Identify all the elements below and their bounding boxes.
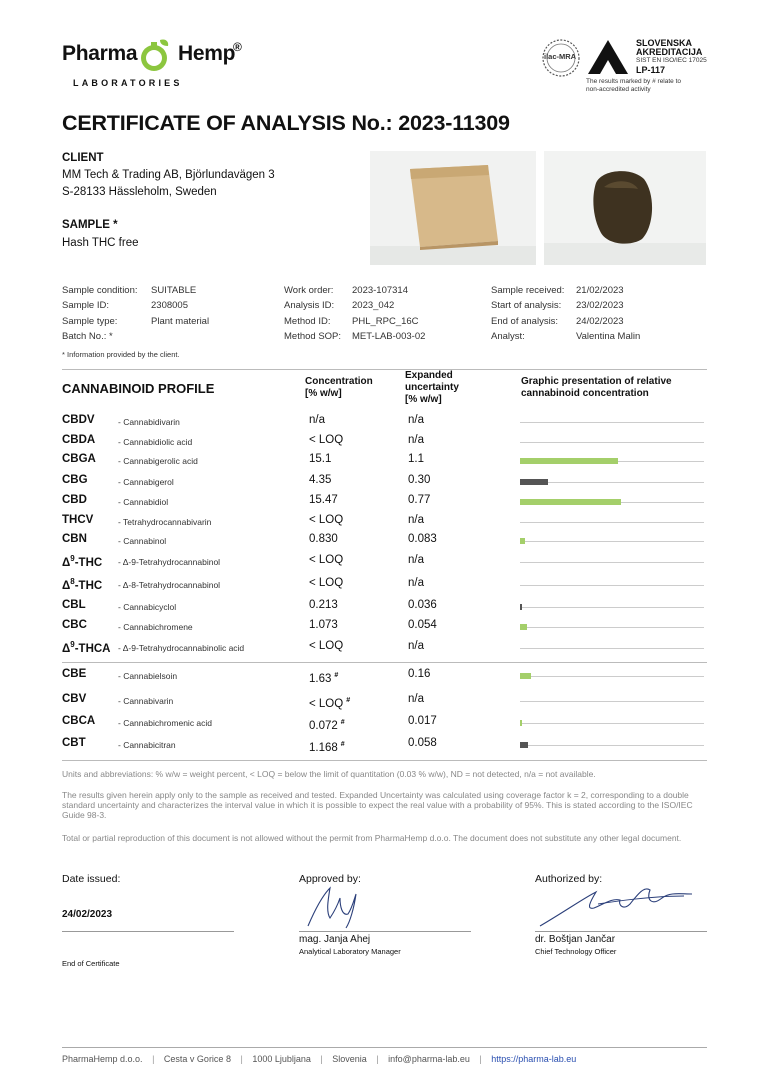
accreditation-note-2: non-accredited activity — [586, 86, 651, 93]
cannabinoid-code-delta: Δ — [62, 579, 71, 592]
uncertainty-value: 1.1 — [408, 453, 424, 465]
approver-line — [299, 931, 471, 932]
concentration-bar — [520, 499, 621, 505]
cannabinoid-name: - Cannabicyclol — [118, 602, 177, 612]
concentration-cell — [309, 453, 331, 465]
concentration-value: 15.1 — [309, 453, 332, 465]
cannabinoid-name: - Cannabichromenic acid — [118, 718, 213, 728]
concentration-cell — [309, 414, 325, 426]
uncertainty-value: 0.30 — [408, 474, 431, 486]
info-label-batch-no: Batch No.: * — [62, 331, 113, 342]
brand-subtitle: LABORATORIES — [73, 78, 183, 88]
info-label-start-analysis: Start of analysis: — [491, 300, 562, 311]
info-footnote: * Information provided by the client. — [62, 350, 180, 359]
cannabinoid-name: - Cannabigerol — [118, 477, 174, 487]
concentration-header — [305, 376, 373, 400]
reproduction-note: Total or partial reproduction of this document is not allowed without the permit from PharmaHemp d.o.o. The document does not substitute any other legal document. — [62, 833, 682, 843]
authorizer-line — [535, 931, 707, 932]
end-of-certificate: End of Certificate — [62, 959, 120, 968]
footer-street: Cesta v Gorice 8 — [163, 1054, 231, 1064]
footer-country: Slovenia — [332, 1054, 367, 1064]
cannabinoid-code — [62, 599, 86, 611]
cannabinoid-code — [62, 474, 88, 486]
uncertainty-header-line1: Expanded — [405, 370, 453, 381]
authorized-by-label: Authorized by: — [535, 873, 603, 885]
cannabinoid-code-sup: 9 — [70, 640, 75, 649]
flask-leaf-icon — [136, 36, 172, 74]
cannabinoid-code-text: CBDA — [62, 434, 96, 446]
cannabinoid-name: - Cannabielsoin — [118, 671, 178, 681]
graph-track — [520, 701, 704, 702]
non-accredited-mark: # — [340, 741, 345, 748]
concentration-value: < LOQ — [309, 434, 344, 446]
table-mid-divider — [62, 662, 707, 663]
concentration-value: 15.47 — [309, 494, 338, 506]
graph-track — [520, 745, 704, 746]
graph-track — [520, 607, 704, 608]
brand-left: Pharma — [62, 42, 138, 65]
concentration-header-line1: Concentration — [305, 376, 373, 387]
cannabinoid-code — [62, 554, 102, 569]
results-note: The results given herein apply only to the sample as received and tested. Expanded Uncertainty was calculated using coverage factor k = 2, corresponding to a double standard uncertainty and characterizes the interval value in which it is possible to expect the real value with a probability of 95%. This is stated according to the ISO/IEC Guide 98-3. — [62, 790, 693, 820]
footer: PharmaHemp d.o.o. | Cesta v Gorice 8 | 1000 Ljubljana | Slovenia | info@pharma-lab.eu | https://pharma-lab.eu — [62, 1054, 577, 1064]
concentration-bar — [520, 538, 525, 544]
uncertainty-value: n/a — [408, 640, 424, 652]
certificate-title: CERTIFICATE OF ANALYSIS No.: 2023-11309 — [62, 111, 510, 135]
accreditation-note-1: The results marked by # relate to — [586, 78, 682, 85]
info-label-sample-received: Sample received: — [491, 285, 565, 296]
cannabinoid-code-text: -THC — [74, 556, 103, 569]
cannabinoid-name: - Δ-9-Tetrahydrocannabinol — [118, 557, 221, 567]
cannabinoid-code-sup: 8 — [70, 577, 75, 586]
cannabinoid-code-text: CBE — [62, 668, 87, 680]
client-label: CLIENT — [62, 152, 104, 164]
approved-by-label: Approved by: — [299, 873, 361, 885]
slovenska-akreditacija-logo-icon — [586, 38, 630, 76]
client-address-line1: MM Tech & Trading AB, Björlundavägen 3 — [62, 169, 275, 181]
cannabinoid-code — [62, 434, 95, 446]
concentration-value: < LOQ — [309, 640, 344, 652]
graph-track — [520, 562, 704, 563]
authorizer-role: Chief Technology Officer — [535, 947, 617, 956]
graph-track — [520, 541, 704, 542]
concentration-cell — [309, 719, 345, 732]
concentration-bar — [520, 673, 531, 679]
table-top-divider — [62, 369, 707, 370]
pharmahemp-logo — [62, 36, 292, 90]
info-label-analysis-id: Analysis ID: — [284, 300, 335, 311]
date-issued-value: 24/02/2023 — [62, 909, 113, 920]
cannabinoid-name: - Cannabinol — [118, 536, 167, 546]
uncertainty-value: 0.017 — [408, 715, 437, 727]
client-address-line2: S-28133 Hässleholm, Sweden — [62, 186, 217, 198]
uncertainty-value: 0.036 — [408, 599, 437, 611]
cannabinoid-code — [62, 640, 111, 655]
concentration-cell — [309, 434, 343, 446]
info-value-analyst: Valentina Malin — [576, 331, 641, 342]
concentration-bar — [520, 604, 522, 610]
cannabinoid-code — [62, 533, 87, 545]
uncertainty-value: 0.77 — [408, 494, 431, 506]
concentration-value: 1.168 — [309, 741, 338, 754]
ilac-label: ilac-MRA — [544, 52, 577, 61]
concentration-value: 0.213 — [309, 599, 338, 611]
cannabinoid-code-text: CBDV — [62, 414, 95, 426]
concentration-cell — [309, 494, 338, 506]
info-value-sample-received: 21/02/2023 — [576, 285, 624, 296]
table-bottom-divider — [62, 760, 707, 761]
cannabinoid-name: - Δ-9-Tetrahydrocannabinolic acid — [118, 643, 245, 653]
units-note: Units and abbreviations: % w/w = weight percent, < LOQ = below the limit of quantitation (0.03 % w/w), ND = not detected, n/a = not available. — [62, 769, 596, 779]
footer-city: 1000 Ljubljana — [252, 1054, 311, 1064]
graph-track — [520, 676, 704, 677]
cannabinoid-name: - Cannabidiol — [118, 497, 169, 507]
non-accredited-mark: # — [340, 719, 345, 726]
concentration-cell — [309, 640, 343, 652]
graph-track — [520, 422, 704, 423]
info-value-end-analysis: 24/02/2023 — [576, 316, 624, 327]
approver-role: Analytical Laboratory Manager — [299, 947, 401, 956]
graph-track — [520, 442, 704, 443]
uncertainty-value: n/a — [408, 414, 424, 426]
concentration-cell — [309, 697, 350, 710]
cannabinoid-code — [62, 737, 86, 749]
concentration-value: 4.35 — [309, 474, 332, 486]
cannabinoid-profile-heading: CANNABINOID PROFILE — [62, 381, 215, 396]
concentration-value: < LOQ — [309, 514, 344, 526]
footer-email-link[interactable]: info@pharma-lab.eu — [388, 1054, 470, 1064]
concentration-value: 0.830 — [309, 533, 338, 545]
accreditation-standard: SIST EN ISO/IEC 17025 — [636, 57, 707, 64]
concentration-cell — [309, 533, 338, 545]
cannabinoid-code — [62, 494, 87, 506]
cannabinoid-name: - Cannabicitran — [118, 740, 176, 750]
info-label-end-analysis: End of analysis: — [491, 316, 559, 327]
cannabinoid-name: - Cannabichromene — [118, 622, 193, 632]
concentration-bar — [520, 458, 618, 464]
cannabinoid-code — [62, 577, 102, 592]
info-value-sample-type: Plant material — [151, 316, 210, 327]
footer-divider — [62, 1047, 707, 1048]
cannabinoid-code-delta: Δ — [62, 642, 71, 655]
concentration-cell — [309, 514, 343, 526]
uncertainty-value: n/a — [408, 554, 424, 566]
accreditation-block — [540, 36, 710, 96]
date-issued-label: Date issued: — [62, 873, 121, 885]
sample-label: SAMPLE * — [62, 219, 118, 231]
cannabinoid-code-text: CBD — [62, 494, 87, 506]
non-accredited-mark: # — [334, 672, 339, 679]
sample-package-photo — [370, 151, 536, 265]
cannabinoid-name: - Δ-8-Tetrahydrocannabinol — [118, 580, 221, 590]
cannabinoid-code — [62, 514, 93, 526]
approver-name: mag. Janja Ahej — [299, 934, 371, 945]
cannabinoid-code-sup: 9 — [70, 554, 75, 563]
brand-right: Hemp — [178, 42, 236, 65]
accreditation-name-2: AKREDITACIJA — [636, 47, 703, 57]
cannabinoid-code-text: -THC — [74, 579, 103, 592]
footer-company: PharmaHemp d.o.o. — [62, 1054, 143, 1064]
info-label-sample-type: Sample type: — [62, 316, 118, 327]
concentration-value: < LOQ — [309, 577, 344, 589]
cannabinoid-name: - Tetrahydrocannabivarin — [118, 517, 212, 527]
date-line — [62, 931, 234, 932]
cannabinoid-code-text: THCV — [62, 514, 94, 526]
graph-track — [520, 648, 704, 649]
graph-track — [520, 627, 704, 628]
info-value-analysis-id: 2023_042 — [352, 300, 395, 311]
sample-hash-photo — [544, 151, 706, 265]
concentration-cell — [309, 672, 338, 685]
concentration-bar — [520, 720, 522, 726]
cannabinoid-code-delta: Δ — [62, 556, 71, 569]
uncertainty-value: 0.083 — [408, 533, 437, 545]
uncertainty-header — [405, 370, 459, 406]
uncertainty-value: n/a — [408, 577, 424, 589]
graph-header-line2: cannabinoid concentration — [521, 388, 649, 399]
authorizer-signature-icon — [534, 882, 704, 932]
cannabinoid-code — [62, 693, 86, 705]
graph-header — [521, 376, 672, 400]
approver-signature-icon — [300, 882, 380, 932]
info-value-method-id: PHL_RPC_16C — [352, 316, 419, 327]
info-label-sample-id: Sample ID: — [62, 300, 109, 311]
concentration-value: 1.63 — [309, 672, 332, 685]
accreditation-lp: LP-117 — [636, 65, 666, 75]
concentration-bar — [520, 624, 527, 630]
uncertainty-value: 0.16 — [408, 668, 431, 680]
concentration-bar — [520, 742, 528, 748]
info-label-method-sop: Method SOP: — [284, 331, 342, 342]
cannabinoid-code — [62, 453, 96, 465]
accreditation-name-1: SLOVENSKA — [636, 38, 693, 48]
cannabinoid-code — [62, 619, 87, 631]
info-value-sample-id: 2308005 — [151, 300, 188, 311]
concentration-cell — [309, 619, 338, 631]
concentration-value: < LOQ — [309, 697, 344, 710]
cannabinoid-code-text: CBG — [62, 474, 88, 486]
footer-website-link[interactable]: https://pharma-lab.eu — [491, 1054, 577, 1064]
cannabinoid-code — [62, 414, 95, 426]
uncertainty-header-line3: [% w/w] — [405, 394, 442, 405]
cannabinoid-code-text: CBN — [62, 533, 87, 545]
uncertainty-value: n/a — [408, 434, 424, 446]
registered-mark: ® — [233, 40, 242, 54]
info-label-sample-condition: Sample condition: — [62, 285, 138, 296]
concentration-cell — [309, 554, 343, 566]
concentration-cell — [309, 741, 345, 754]
concentration-value: 1.073 — [309, 619, 338, 631]
concentration-value: 0.072 — [309, 719, 338, 732]
cannabinoid-code-text: CBC — [62, 619, 87, 631]
sample-name: Hash THC free — [62, 237, 139, 249]
info-value-work-order: 2023-107314 — [352, 285, 408, 296]
graph-track — [520, 585, 704, 586]
cannabinoid-code-text: CBGA — [62, 453, 96, 465]
concentration-value: n/a — [309, 414, 325, 426]
concentration-header-line2: [% w/w] — [305, 388, 342, 399]
info-value-method-sop: MET-LAB-003-02 — [352, 331, 426, 342]
uncertainty-value: n/a — [408, 693, 424, 705]
info-label-method-id: Method ID: — [284, 316, 331, 327]
info-label-work-order: Work order: — [284, 285, 334, 296]
cannabinoid-name: - Cannabidiolic acid — [118, 437, 193, 447]
cannabinoid-code-text: CBV — [62, 693, 87, 705]
cannabinoid-code-text: CBT — [62, 737, 86, 749]
cannabinoid-code — [62, 715, 95, 727]
authorizer-name: dr. Boštjan Jančar — [535, 934, 616, 945]
cannabinoid-name: - Cannabigerolic acid — [118, 456, 198, 466]
cannabinoid-code-text: -THCA — [74, 642, 111, 655]
uncertainty-value: 0.054 — [408, 619, 437, 631]
cannabinoid-name: - Cannabidivarin — [118, 417, 180, 427]
uncertainty-header-line2: uncertainty — [405, 382, 459, 393]
cannabinoid-code-text: CBCA — [62, 715, 96, 727]
info-value-start-analysis: 23/02/2023 — [576, 300, 624, 311]
concentration-value: < LOQ — [309, 554, 344, 566]
concentration-bar — [520, 479, 548, 485]
cannabinoid-name: - Cannabivarin — [118, 696, 174, 706]
concentration-cell — [309, 474, 331, 486]
cannabinoid-code — [62, 668, 86, 680]
non-accredited-mark: # — [346, 697, 351, 704]
info-label-analyst: Analyst: — [491, 331, 525, 342]
graph-track — [520, 723, 704, 724]
uncertainty-value: 0.058 — [408, 737, 437, 749]
uncertainty-value: n/a — [408, 514, 424, 526]
info-value-sample-condition: SUITABLE — [151, 285, 197, 296]
concentration-cell — [309, 599, 338, 611]
cannabinoid-code-text: CBL — [62, 599, 86, 611]
concentration-cell — [309, 577, 343, 589]
graph-header-line1: Graphic presentation of relative — [521, 376, 672, 387]
graph-track — [520, 522, 704, 523]
